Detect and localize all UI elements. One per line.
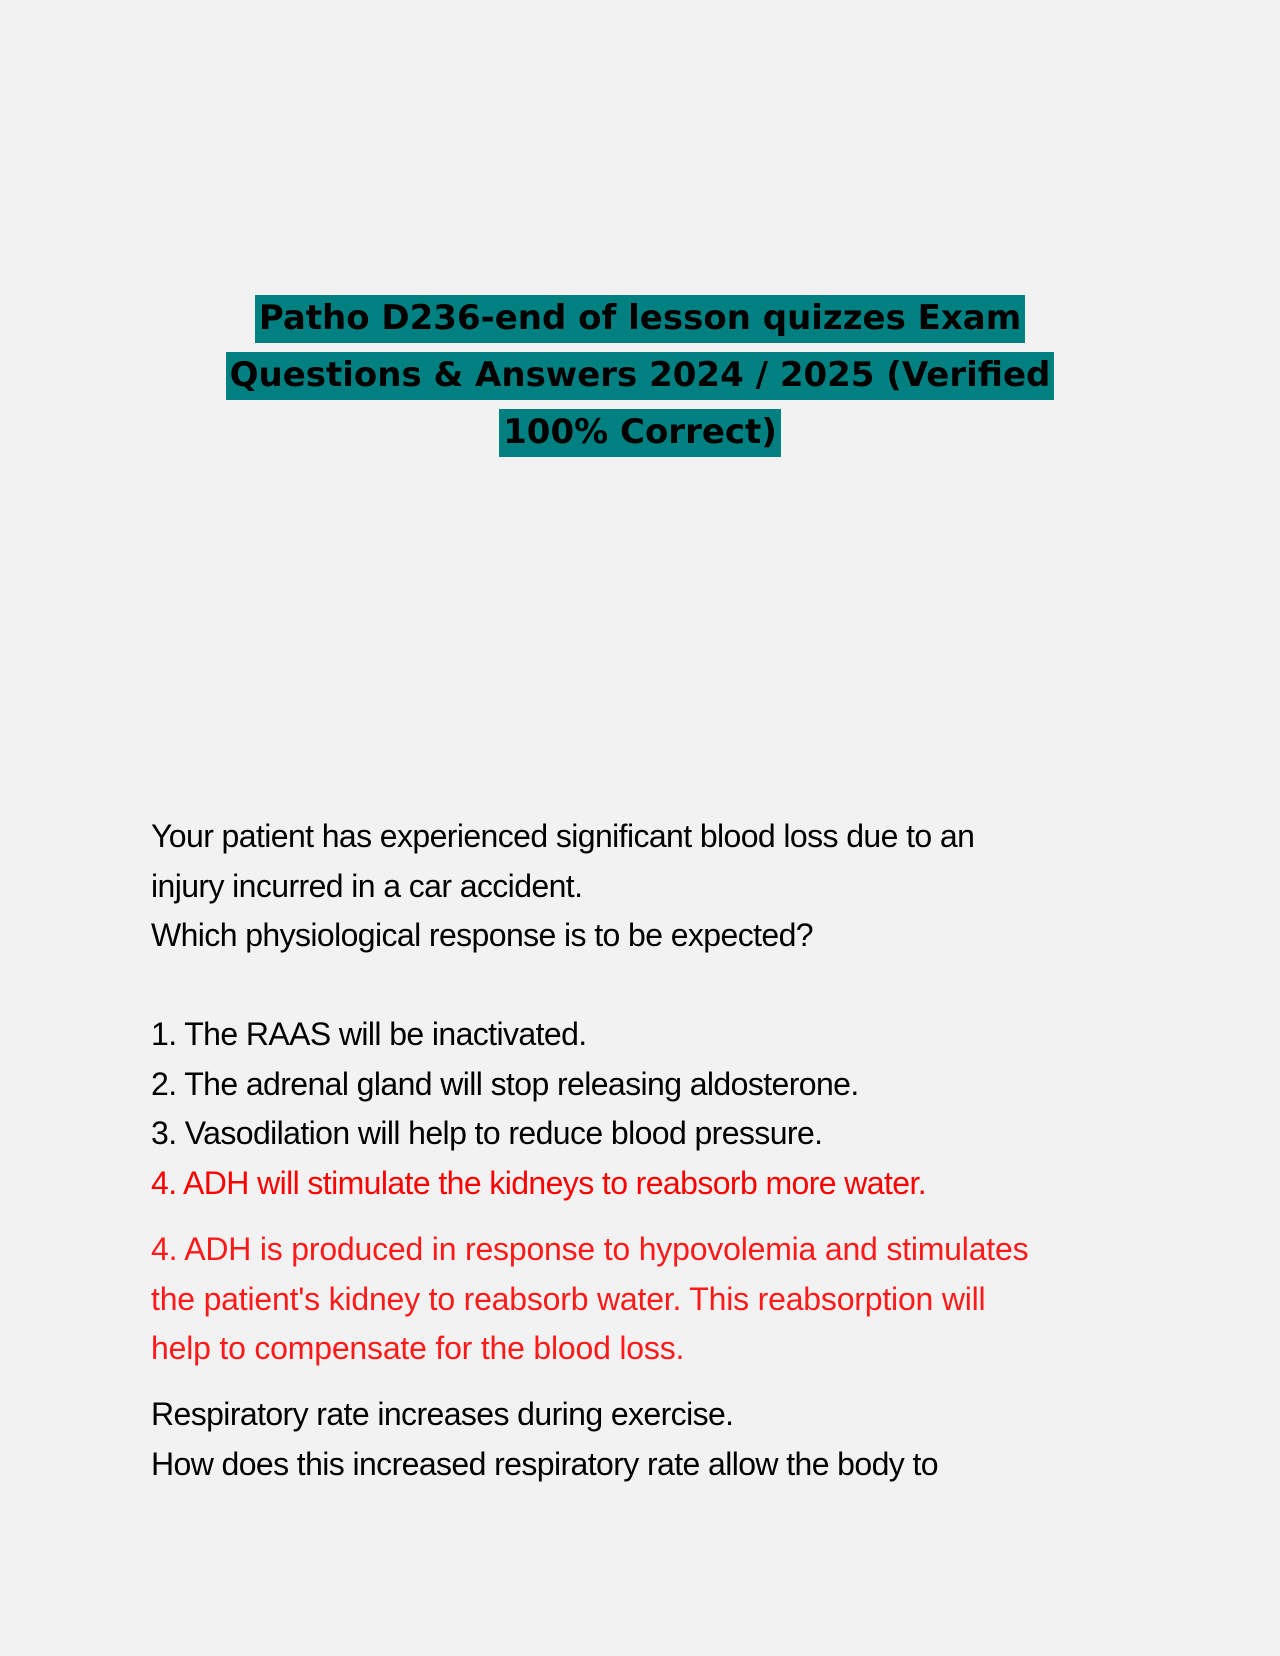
question-1-option: 1. The RAAS will be inactivated. — [151, 1016, 587, 1052]
question-1-option: 2. The adrenal gland will stop releasing aldosterone. — [151, 1065, 859, 1102]
question-1-option: 3. Vasodilation will help to reduce blood pressure. — [151, 1115, 823, 1151]
question-1-stem-line: Which physiological response is to be expected? — [151, 917, 813, 953]
question-1-stem-line: injury incurred in a car accident. — [151, 867, 583, 904]
question-2-stem-line: How does this increased respiratory rate allow the body to — [151, 1445, 938, 1482]
title-line-2: Questions & Answers 2024 / 2025 (Verified — [226, 352, 1055, 400]
rationale-line: help to compensate for the blood loss. — [151, 1330, 685, 1366]
document-title — [0, 290, 1280, 461]
rationale-line: 4. ADH is produced in response to hypovolemia and stimulates — [151, 1231, 1029, 1267]
blank-line — [151, 961, 1131, 1011]
question-2 — [151, 1390, 1131, 1489]
question-1-correct-answer: 4. ADH will stimulate the kidneys to reabsorb more water. — [151, 1164, 927, 1201]
title-line-1: Patho D236-end of lesson quizzes Exam — [255, 295, 1025, 343]
question-1 — [151, 812, 1131, 1208]
question-1-rationale — [151, 1225, 1131, 1374]
rationale-line: the patient's kidney to reabsorb water. This reabsorption will — [151, 1280, 986, 1317]
question-1-stem-line: Your patient has experienced significant blood loss due to an — [151, 818, 975, 854]
question-2-stem-line: Respiratory rate increases during exercise. — [151, 1396, 734, 1432]
title-line-3: 100% Correct) — [499, 409, 781, 457]
